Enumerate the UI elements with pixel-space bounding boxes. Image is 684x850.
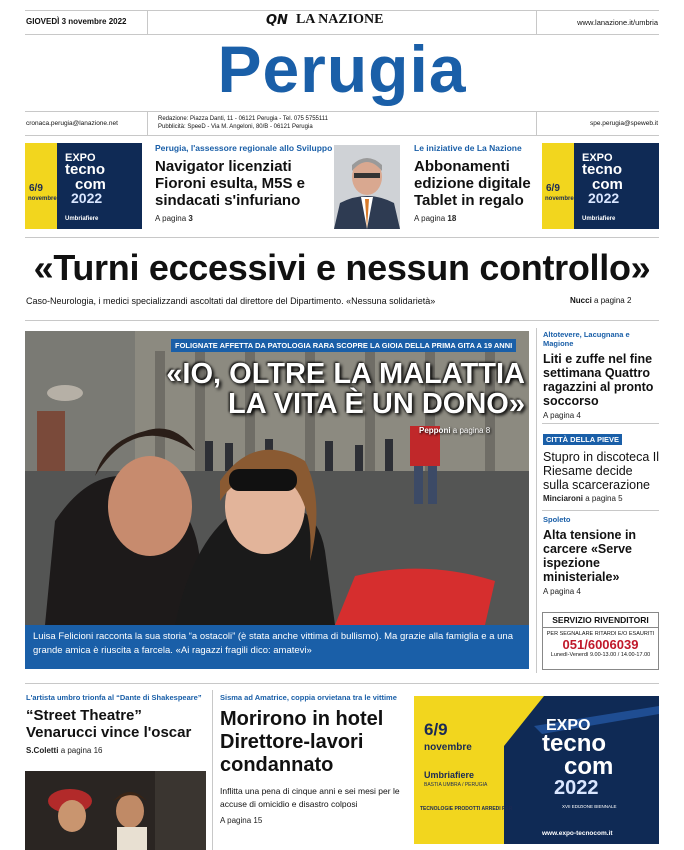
- expo-ad-left[interactable]: [25, 143, 142, 229]
- headline[interactable]: Morirono in hotel Direttore-lavori condannato: [220, 708, 384, 776]
- headline[interactable]: Navigator licenziati Fioroni esulta, M5S e sindacati s'infuriano: [155, 158, 306, 209]
- headline[interactable]: Liti e zuffe nel fine settimana Quattro ragazzini al pronto soccorso: [543, 352, 654, 408]
- redazione-info: [158, 116, 328, 131]
- ad-site[interactable]: www.expo-tecnocom.it: [542, 830, 613, 837]
- bottom-story-left[interactable]: [26, 693, 211, 755]
- ad-sponsor-sub: BASTIA UMBRA / PERUGIA: [424, 782, 488, 788]
- kicker: Sisma ad Amatrice, coppia orvietana tra le vittime: [220, 693, 397, 702]
- pageref: A pagina 4: [543, 411, 581, 420]
- email-left[interactable]: cronaca.perugia@lanazione.net: [26, 120, 118, 127]
- sidebar-story-2[interactable]: [543, 429, 661, 503]
- author: Nucci: [570, 296, 592, 305]
- pubblicita-line: Pubblicità: SpeeD - Via M. Angeloni, 80/B - 06121 Perugia: [158, 123, 313, 130]
- body-text: Inflitta una pena di cinque anni e sei mesi per le accuse di omicidio e disastro colposi: [220, 786, 400, 809]
- photo-pageref: Pepponi a pagina 8: [419, 426, 491, 435]
- qn-logo: QN: [266, 12, 288, 28]
- pageref: A pagina 3: [155, 214, 193, 224]
- bottom-story-mid[interactable]: [220, 693, 406, 825]
- paper-name: LA NAZIONE: [295, 12, 384, 27]
- expo-ad-right[interactable]: [542, 143, 659, 229]
- ad-date: 6/9: [546, 183, 560, 194]
- pageref: a pagina 2: [594, 296, 632, 305]
- kicker: Perugia, l'assessore regionale allo Sviluppo: [155, 143, 333, 153]
- edition-date: GIOVEDÌ 3 novembre 2022: [26, 17, 127, 26]
- kicker: L'artista umbro trionfa al “Dante di Shakespeare”: [26, 693, 202, 702]
- redazione-line: Redazione: Piazza Danti, 11 - 06121 Perugia - Tel. 075 5755111: [158, 116, 329, 122]
- service-phone[interactable]: 051/6006039: [562, 637, 639, 652]
- service-title: SERVIZIO RIVENDITORI: [543, 613, 658, 628]
- ad-logo-sub: XVII EDIZIONE BIENNALE: [562, 804, 617, 809]
- expo-logo: EXPO tecno com 2022: [542, 717, 614, 799]
- kicker: CITTÀ DELLA PIEVE: [543, 434, 622, 445]
- city-title: Perugia: [217, 32, 467, 106]
- ad-products-title: TECNOLOGIE PRODOTTI ARREDI PER: [420, 806, 513, 812]
- quote-line: LA VITA È UN DONO»: [228, 388, 525, 421]
- pageref: Minciaroni a pagina 5: [543, 494, 623, 503]
- ad-date-month: novembre: [424, 742, 472, 753]
- main-headline[interactable]: «Turni eccessivi e nessun controllo»: [33, 247, 651, 288]
- service-box: [542, 612, 659, 670]
- sidebar-story-1[interactable]: [543, 330, 661, 420]
- ad-date-month: novembre: [545, 196, 574, 202]
- main-subhead: Caso-Neurologia, i medici specializzandi ascoltati dal direttore del Dipartimento. «Nessuna solidarietà» Nucci a pagina 2: [26, 296, 632, 306]
- ad-date-month: novembre: [28, 196, 57, 202]
- headline[interactable]: Alta tensione in carcere «Serve ispezione ministeriale»: [543, 528, 637, 584]
- service-hours: Lunedì-Venerdì 9.00-13.00 / 14.00-17.00: [550, 652, 651, 658]
- top-story-right[interactable]: [414, 143, 536, 223]
- kicker: Le iniziative de La Nazione: [414, 143, 522, 153]
- expo-ad-large[interactable]: [414, 696, 659, 844]
- ad-sponsor: Umbriafiere: [424, 770, 475, 780]
- photo-quote[interactable]: [85, 359, 525, 420]
- ad-sponsor: Umbriafiere: [65, 216, 99, 222]
- top-story-left[interactable]: [155, 143, 335, 223]
- pageref: S.Coletti a pagina 16: [26, 745, 103, 755]
- theatre-photo: [25, 771, 206, 850]
- ad-sponsor: Umbriafiere: [582, 216, 616, 222]
- kicker: Spoleto: [543, 515, 571, 524]
- headline[interactable]: Abbonamenti edizione digitale Tablet in regalo: [414, 158, 531, 209]
- paper-logo: [266, 12, 383, 28]
- pageref: A pagina 15: [220, 815, 263, 825]
- photo-kicker: FOLIGNATE AFFETTA DA PATOLOGIA RARA SCOPRE LA GIOIA DELLA PRIMA GITA A 19 ANNI: [171, 339, 516, 352]
- pageref: A pagina 18: [414, 214, 457, 224]
- headline[interactable]: Stupro in discoteca Il Riesame decide sulla scarcerazione: [543, 450, 660, 492]
- ad-date: 6/9: [29, 183, 43, 194]
- expo-logo: EXPO tecno com 2022: [65, 152, 106, 206]
- site-url[interactable]: www.lanazione.it/umbria: [577, 18, 658, 27]
- ad-date: 6/9: [424, 720, 448, 739]
- kicker: Altotevere, Lacugnana e Magione: [543, 330, 630, 348]
- headline[interactable]: “Street Theatre” Venarucci vince l'oscar: [26, 707, 192, 741]
- expo-logo: EXPO tecno com 2022: [582, 152, 623, 206]
- email-right[interactable]: spe.perugia@speweb.it: [589, 120, 658, 127]
- service-line: PER SEGNALARE RITARDI E/O ESAURITI: [546, 631, 655, 637]
- pageref: A pagina 4: [543, 587, 581, 596]
- main-photo: [25, 331, 529, 625]
- photo-caption: Luisa Felicioni racconta la sua storia “a ostacoli” (è stata anche vittima di bullismo). Ma grazie alla famiglia e a una grande amica è riuscita a farcela. «Ai ragazzi fragili dico: amatevi»: [25, 625, 529, 669]
- portrait-photo: [334, 145, 400, 229]
- sidebar-story-3[interactable]: [543, 515, 661, 596]
- quote-line: «IO, OLTRE LA MALATTIA: [166, 358, 525, 390]
